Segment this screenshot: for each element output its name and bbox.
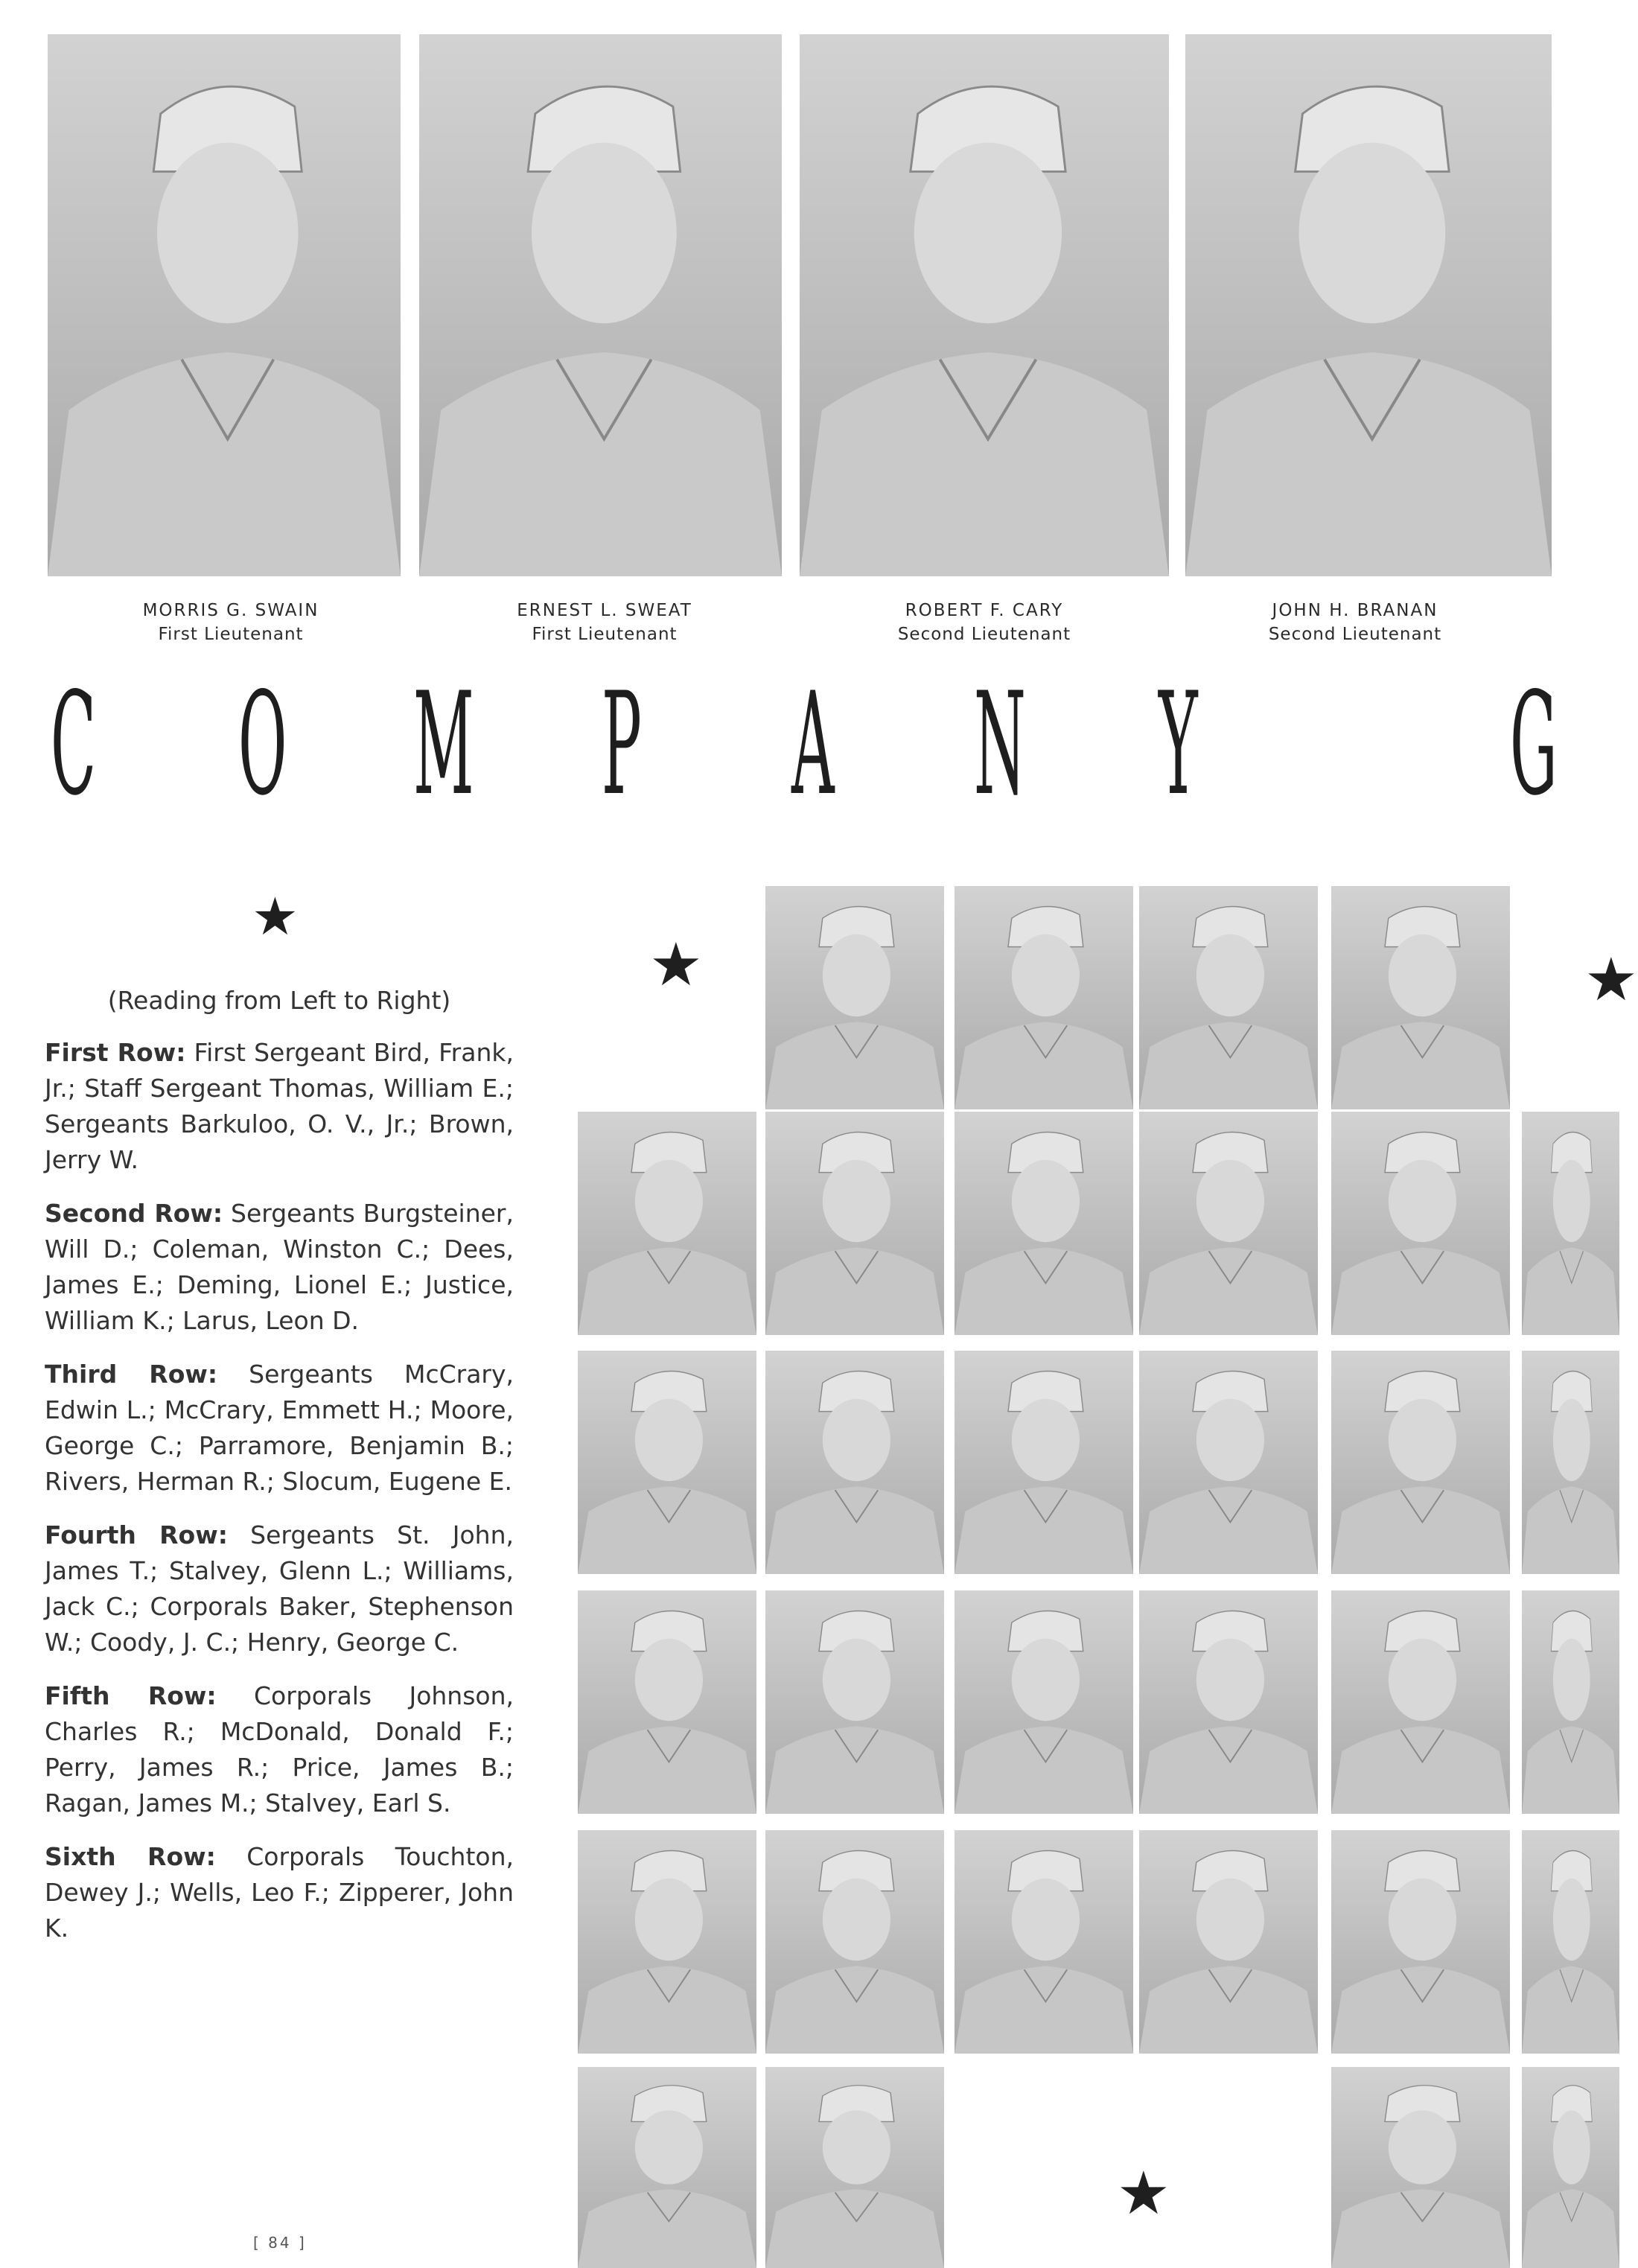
member-photo: [765, 1830, 944, 2054]
member-photo: [1139, 1830, 1318, 2054]
officer-caption: [1214, 599, 1497, 646]
page-title-letter: C: [51, 662, 97, 826]
member-photo: [578, 1351, 756, 1574]
row-names: Corporals Touchton, Dewey J.; Wells, Leo F.; Zipperer, John K.: [45, 1842, 514, 1943]
member-photo: [955, 1351, 1133, 1574]
member-photo: [1139, 1351, 1318, 1574]
row-label: First Row:: [45, 1038, 186, 1067]
row-names: Corporals Johnson, Charles R.; McDonald, Donald F.; Perry, James R.; Price, James B.; Ragan, James M.; Stalvey, Earl S.: [45, 1681, 514, 1818]
roster-row: [45, 1035, 514, 1178]
member-photo: [578, 1590, 756, 1814]
star-icon: ★: [1117, 2159, 1170, 2228]
row-label: Fourth Row:: [45, 1520, 228, 1549]
member-photo: [1522, 1351, 1619, 1574]
officer-rank: First Lieutenant: [158, 625, 304, 644]
member-photo: [765, 1590, 944, 1814]
star-icon: ★: [252, 886, 299, 947]
officer-photo: [1185, 34, 1552, 576]
member-photo: [1522, 1112, 1619, 1335]
row-names: First Sergeant Bird, Frank, Jr.; Staff Sergeant Thomas, William E.; Sergeants Barkuloo, O. V., Jr.; Brown, Jerry W.: [45, 1038, 514, 1174]
member-photo: [1522, 1590, 1619, 1814]
member-photo: [578, 1112, 756, 1335]
member-photo: [578, 1830, 756, 2054]
row-names: Sergeants McCrary, Edwin L.; McCrary, Emmett H.; Moore, George C.; Parramore, Benjamin B.; Rivers, Herman R.; Slocum, Eugene E.: [45, 1360, 514, 1496]
row-names: Sergeants Burgsteiner, Will D.; Coleman, Winston C.; Dees, James E.; Deming, Lionel E.; Justice, William K.; Larus, Leon D.: [45, 1199, 514, 1335]
member-photo: [955, 1112, 1133, 1335]
row-label: Third Row:: [45, 1360, 218, 1389]
member-photo: [765, 886, 944, 1109]
star-icon: ★: [649, 930, 703, 999]
member-photo: [1331, 886, 1510, 1109]
officer-rank: First Lieutenant: [532, 625, 678, 644]
officer-rank: Second Lieutenant: [897, 625, 1071, 644]
roster-row: [45, 1517, 514, 1660]
officer-name: ERNEST L. SWEAT: [517, 601, 692, 620]
page-title-letter: M: [413, 662, 474, 826]
page-title-letter: Y: [1159, 662, 1198, 826]
member-photo: [1331, 1112, 1510, 1335]
member-photo: [765, 2067, 944, 2268]
roster-row: [45, 1196, 514, 1339]
officer-caption: [843, 599, 1126, 646]
row-label: Fifth Row:: [45, 1681, 217, 1710]
member-photo: [955, 1590, 1133, 1814]
member-photo: [1331, 1830, 1510, 2054]
page-title-letter: A: [791, 662, 835, 826]
member-photo: [1139, 1590, 1318, 1814]
officer-name: JOHN H. BRANAN: [1272, 601, 1438, 620]
member-photo: [1139, 886, 1318, 1109]
roster-row: [45, 1839, 514, 1946]
officer-rank: Second Lieutenant: [1268, 625, 1442, 644]
officer-caption: [89, 599, 372, 646]
roster-row: [45, 1678, 514, 1821]
row-label: Sixth Row:: [45, 1842, 216, 1871]
officer-name: MORRIS G. SWAIN: [142, 601, 319, 620]
officer-photo: [800, 34, 1169, 576]
roster-row: [45, 1357, 514, 1500]
member-photo: [1331, 2067, 1510, 2268]
page-title-letter: P: [602, 662, 642, 826]
roster-caption: [45, 879, 514, 1964]
row-label: Second Row:: [45, 1199, 223, 1228]
officer-photo: [419, 34, 782, 576]
member-photo: [1331, 1351, 1510, 1574]
page-title-letter: G: [1510, 662, 1558, 826]
officer-photo: [48, 34, 401, 576]
officer-caption: [463, 599, 746, 646]
page-number: [ 84 ]: [253, 2234, 307, 2252]
member-photo: [1139, 1112, 1318, 1335]
officer-name: ROBERT F. CARY: [905, 601, 1064, 620]
member-photo: [765, 1112, 944, 1335]
member-photo: [1522, 2067, 1619, 2268]
star-icon: ★: [1584, 945, 1638, 1014]
row-names: Sergeants St. John, James T.; Stalvey, Glenn L.; Williams, Jack C.; Corporals Baker, Stephenson W.; Coody, J. C.; Henry, George C.: [45, 1520, 514, 1657]
member-photo: [578, 2067, 756, 2268]
member-photo: [955, 886, 1133, 1109]
member-photo: [955, 1830, 1133, 2054]
member-photo: [765, 1351, 944, 1574]
member-photo: [1522, 1830, 1619, 2054]
reading-order-note: (Reading from Left to Right): [107, 986, 451, 1015]
page-title-letter: N: [974, 662, 1026, 826]
page-title-letter: O: [238, 662, 287, 826]
member-photo: [1331, 1590, 1510, 1814]
